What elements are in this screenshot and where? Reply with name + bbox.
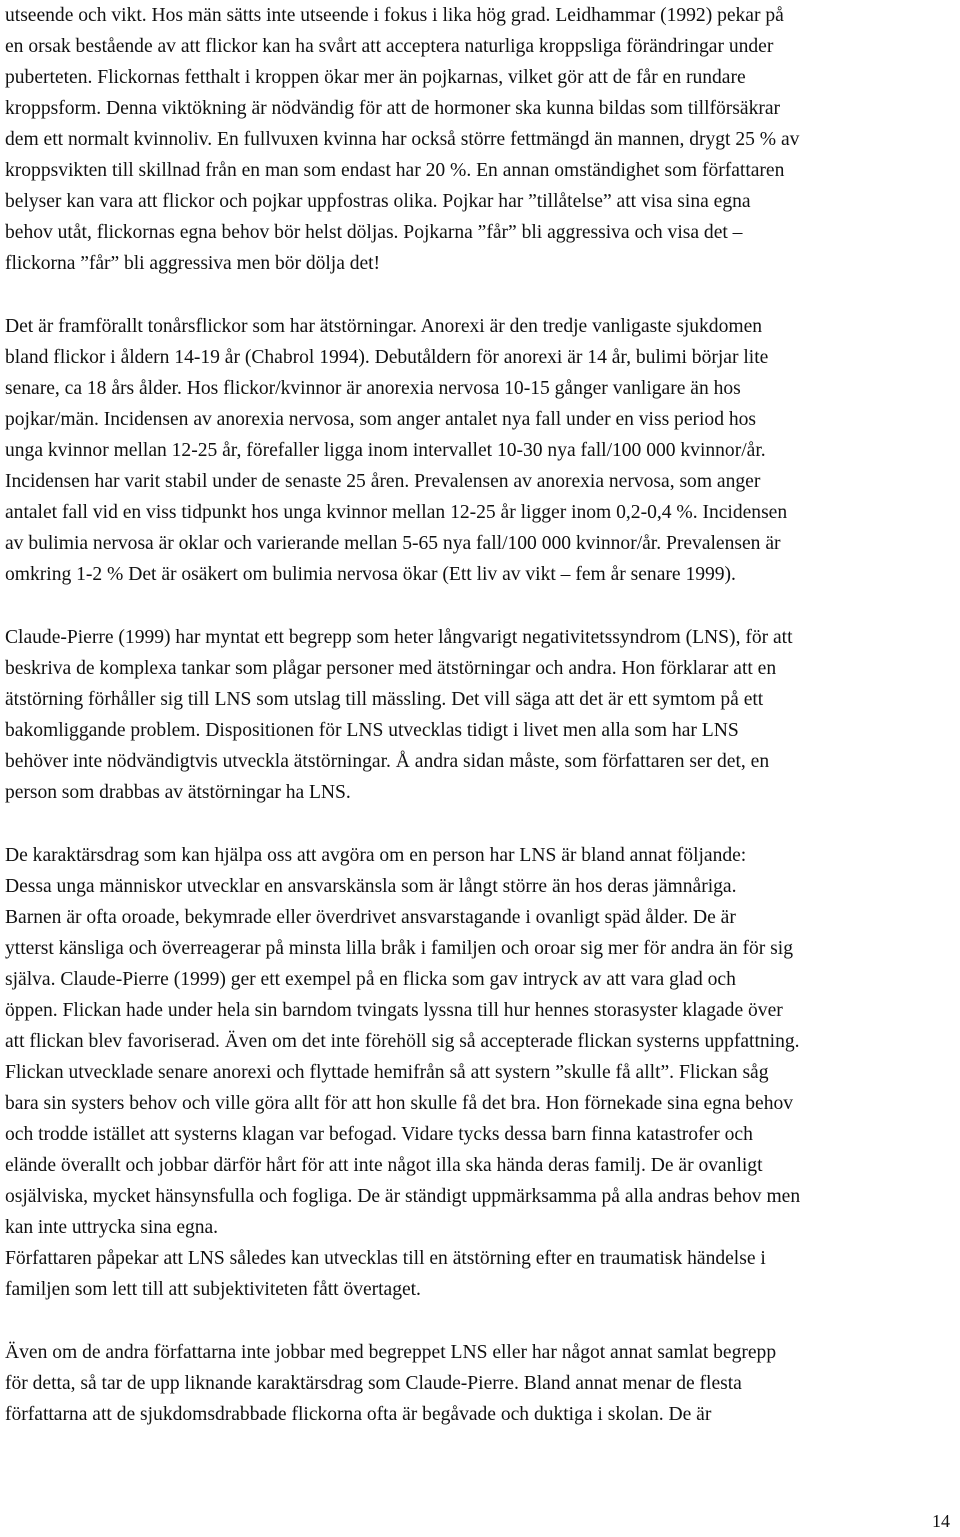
text-line: och trodde istället att systerns klagan var befogad. Vidare tycks dessa barn finna katastrofer och: [5, 1124, 753, 1145]
text-line: behov utåt, flickornas egna behov bör helst döljas. Pojkarna ”får” bli aggressiva och visa det –: [5, 222, 743, 243]
paragraph-2: [5, 311, 957, 590]
text-line: flickorna ”får” bli aggressiva men bör dölja det!: [5, 253, 381, 274]
text-line: ätstörning förhåller sig till LNS som utslag till mässling. Det vill säga att det är ett symtom på ett: [5, 689, 764, 710]
text-line: ytterst känsliga och överreagerar på minsta lilla bråk i familjen och oroar sig mer för andra än för sig: [5, 938, 793, 959]
text-line: Det är framförallt tonårsflickor som har ätstörningar. Anorexi är den tredje vanligaste sjukdomen: [5, 316, 763, 337]
text-line: person som drabbas av ätstörningar ha LNS.: [5, 782, 351, 803]
text-line: utseende och vikt. Hos män sätts inte utseende i fokus i lika hög grad. Leidhammar (1992) pekar på: [5, 5, 784, 26]
text-line: senare, ca 18 års ålder. Hos flickor/kvinnor är anorexia nervosa 10-15 gånger vanligare än hos: [5, 378, 741, 399]
text-line: bara sin systers behov och ville göra allt för att hon skulle få det bra. Hon förnekade sina egna behov: [5, 1093, 794, 1114]
paragraph-1: [5, 0, 957, 279]
text-line: Författaren påpekar att LNS således kan utvecklas till en ätstörning efter en traumatisk händelse i: [5, 1248, 766, 1269]
text-line: en orsak bestående av att flickor kan ha svårt att acceptera naturliga kroppsliga förändringar under: [5, 36, 774, 57]
paragraph-3: [5, 622, 957, 808]
paragraph-5: [5, 1243, 957, 1305]
text-line: bland flickor i åldern 14-19 år (Chabrol 1994). Debutåldern för anorexi är 14 år, bulimi börjar lite: [5, 347, 769, 368]
text-line: författarna att de sjukdomsdrabbade flickorna ofta är begåvade och duktiga i skolan. De är: [5, 1404, 712, 1425]
text-line: osjälviska, mycket hänsynsfulla och fogliga. De är ständigt uppmärksamma på alla andras behov men: [5, 1186, 801, 1207]
document-page: [5, 0, 957, 1430]
text-line: elände överallt och jobbar därför hårt för att inte något illa ska hända deras familj. De är ovanligt: [5, 1155, 763, 1176]
paragraph-spacer: [5, 279, 957, 311]
text-line: pojkar/män. Incidensen av anorexia nervosa, som anger antalet nya fall under en viss period hos: [5, 409, 757, 430]
text-line: antalet fall vid en viss tidpunkt hos unga kvinnor mellan 12-25 år ligger inom 0,2-0,4 %. Incidensen: [5, 502, 788, 523]
paragraph-spacer: [5, 1305, 957, 1337]
text-line: Även om de andra författarna inte jobbar med begreppet LNS eller har något annat samlat begrepp: [5, 1342, 777, 1363]
paragraph-spacer: [5, 590, 957, 622]
paragraph-6: [5, 1337, 957, 1430]
text-line: kan inte uttrycka sina egna.: [5, 1217, 218, 1238]
paragraph-spacer: [5, 808, 957, 840]
text-line: själva. Claude-Pierre (1999) ger ett exempel på en flicka som gav intryck av att vara glad och: [5, 969, 736, 990]
text-line: att flickan blev favoriserad. Även om det inte förehöll sig så accepterade flickan systerns uppfattning.: [5, 1031, 800, 1052]
page-number: 14: [932, 1511, 950, 1531]
text-line: öppen. Flickan hade under hela sin barndom tvingats lyssna till hur hennes storasyster klagade över: [5, 1000, 783, 1021]
text-line: bakomliggande problem. Dispositionen för LNS utvecklas tidigt i livet men alla som har LNS: [5, 720, 739, 741]
text-line: av bulimia nervosa är oklar och varierande mellan 5-65 nya fall/100 000 kvinnor/år. Prevalensen är: [5, 533, 781, 554]
text-line: De karaktärsdrag som kan hjälpa oss att avgöra om en person har LNS är bland annat följande:: [5, 845, 747, 866]
text-line: behöver inte nödvändigtvis utveckla ätstörningar. Å andra sidan måste, som författaren ser det, en: [5, 751, 770, 772]
text-line: unga kvinnor mellan 12-25 år, förefaller ligga inom intervallet 10-30 nya fall/100 000 kvinnor/år.: [5, 440, 766, 461]
text-line: dem ett normalt kvinnoliv. En fullvuxen kvinna har också större fettmängd än mannen, drygt 25 % av: [5, 129, 800, 150]
text-line: kroppsvikten till skillnad från en man som endast har 20 %. En annan omständighet som författaren: [5, 160, 785, 181]
text-line: familjen som lett till att subjektiviteten fått övertaget.: [5, 1279, 421, 1300]
text-line: omkring 1-2 % Det är osäkert om bulimia nervosa ökar (Ett liv av vikt – fem år senare 1999).: [5, 564, 736, 585]
text-line: för detta, så tar de upp liknande karaktärsdrag som Claude-Pierre. Bland annat menar de flesta: [5, 1373, 742, 1394]
text-line: Barnen är ofta oroade, bekymrade eller överdrivet ansvarstagande i ovanligt späd ålder. De är: [5, 907, 736, 928]
text-line: Incidensen har varit stabil under de senaste 25 åren. Prevalensen av anorexia nervosa, som anger: [5, 471, 761, 492]
text-line: belyser kan vara att flickor och pojkar uppfostras olika. Pojkar har ”tillåtelse” att visa sina egna: [5, 191, 751, 212]
text-line: Dessa unga människor utvecklar en ansvarskänsla som är långt större än hos deras jämnåriga.: [5, 876, 737, 897]
text-line: beskriva de komplexa tankar som plågar personer med ätstörningar och andra. Hon förklarar att en: [5, 658, 777, 679]
text-line: Claude-Pierre (1999) har myntat ett begrepp som heter långvarigt negativitetssyndrom (LNS), för att: [5, 627, 793, 648]
text-line: puberteten. Flickornas fetthalt i kroppen ökar mer än pojkarnas, vilket gör att de får en rundare: [5, 67, 746, 88]
text-line: Flickan utvecklade senare anorexi och flyttade hemifrån så att systern ”skulle få allt”. Flickan såg: [5, 1062, 769, 1083]
paragraph-4: [5, 840, 957, 1243]
text-line: kroppsform. Denna viktökning är nödvändig för att de hormoner ska kunna bildas som tillförsäkrar: [5, 98, 781, 119]
